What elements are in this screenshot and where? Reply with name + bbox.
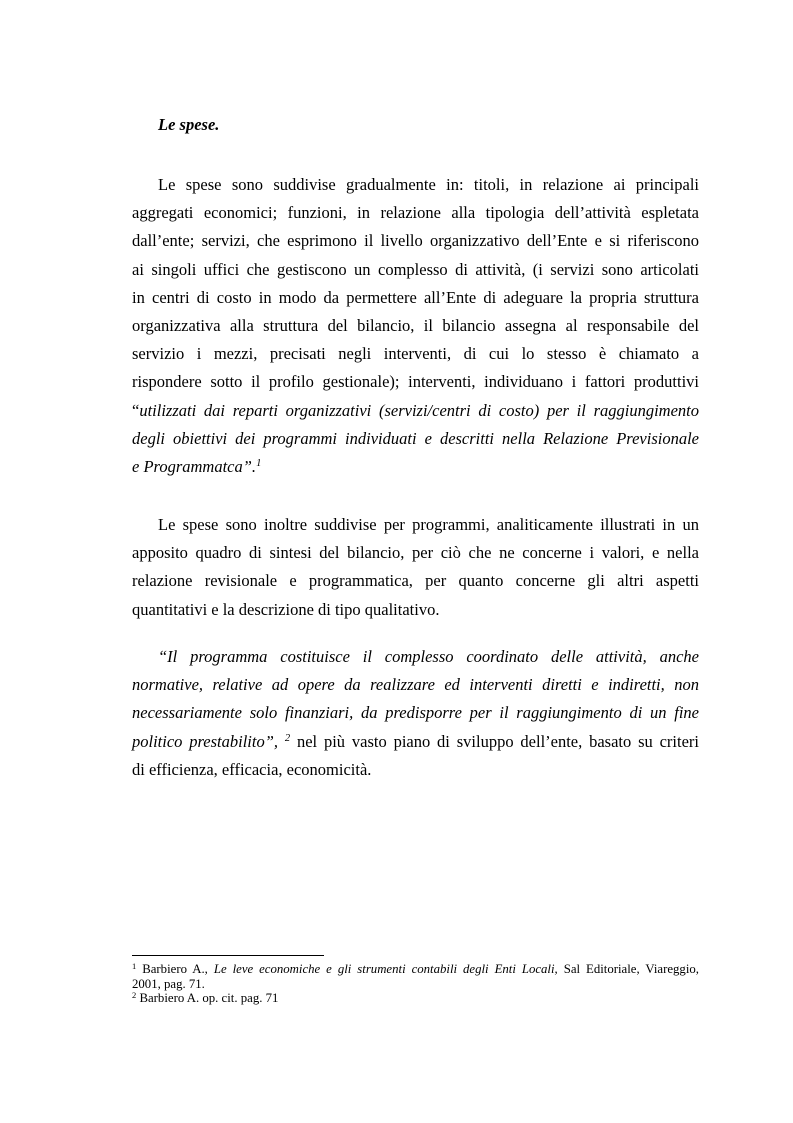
footnote-number: 1 bbox=[132, 961, 137, 971]
quote-line: “Il programma costituisce il complesso coordinato delle attività, anche bbox=[158, 647, 699, 666]
footnote-publisher: Sal Editoriale, Viareggio, bbox=[563, 962, 699, 976]
quote-line bbox=[132, 453, 699, 481]
paragraph-programmi bbox=[132, 511, 699, 624]
footnote-author: Barbiero A., bbox=[142, 962, 208, 976]
mixed-line bbox=[132, 728, 699, 756]
quote-line bbox=[132, 397, 699, 425]
text-line: organizzativa alla struttura del bilancio, il bilancio assegna al responsabile del bbox=[132, 316, 699, 336]
footnote-2 bbox=[132, 991, 699, 1006]
text-line: apposito quadro di sintesi del bilancio, per ciò che ne concerne i valori, e nella bbox=[132, 543, 699, 563]
paragraph-programma-quote bbox=[132, 643, 699, 784]
text-line: aggregati economici; funzioni, in relazione alla tipologia dell’attività espletata bbox=[132, 203, 699, 223]
text-line: di efficienza, efficacia, economicità. bbox=[132, 759, 372, 779]
footnote-1 bbox=[132, 962, 699, 977]
footnote-1-cont: 2001, pag. 71. bbox=[132, 976, 205, 991]
text-line: ai singoli uffici che gestiscono un complesso di attività, (i servizi sono articolati bbox=[132, 259, 699, 279]
footnote-separator bbox=[132, 955, 324, 956]
quote-line: normative, relative ad opere da realizzare ed interventi diretti e indiretti, non bbox=[132, 675, 699, 695]
text-line: quantitativi e la descrizione di tipo qualitativo. bbox=[132, 599, 440, 619]
text-line: relazione revisionale e programmatica, per quanto concerne gli altri aspetti bbox=[132, 571, 699, 591]
text-after-quote: nel più vasto piano di sviluppo dell’ente, basato su criteri bbox=[296, 731, 699, 751]
paragraph-spese-suddivisione bbox=[132, 171, 699, 481]
footnote-number: 2 bbox=[132, 990, 137, 1000]
text-line: in centri di costo in modo da permettere all’Ente di adeguare la propria struttura bbox=[132, 287, 699, 307]
footnote-ref-1[interactable]: 1 bbox=[256, 458, 262, 470]
quote-line: degli obiettivi dei programmi individuati e descritti nella Relazione Previsionale bbox=[132, 428, 699, 448]
footnote-title: Le leve economiche e gli strumenti contabili degli Enti Locali, bbox=[213, 962, 558, 976]
section-heading: Le spese. bbox=[158, 115, 220, 134]
footnotes bbox=[132, 962, 699, 1006]
text-line: Le spese sono inoltre suddivise per programmi, analiticamente illustrati in un bbox=[158, 515, 699, 534]
quote-open: “ bbox=[132, 400, 140, 420]
text-line: dall’ente; servizi, che esprimono il livello organizzativo dell’Ente e si riferiscono bbox=[132, 231, 699, 251]
text-line: servizio i mezzi, precisati negli interventi, di cui lo stesso è chiamato a bbox=[132, 344, 699, 364]
text-line: Le spese sono suddivise gradualmente in: titoli, in relazione ai principali bbox=[158, 175, 699, 194]
quote-line: necessariamente solo finanziari, da predisporre per il raggiungimento di un fine bbox=[132, 703, 699, 723]
text-line: rispondere sotto il profilo gestionale); interventi, individuano i fattori produttivi bbox=[132, 372, 699, 392]
quote-text: politico prestabilito”, bbox=[132, 731, 279, 751]
footnote-text: Barbiero A. op. cit. pag. 71 bbox=[139, 991, 279, 1005]
quote-text: e Programmatca”. bbox=[132, 457, 257, 477]
quote-text: utilizzati dai reparti organizzativi (servizi/centri di costo) per il raggiungimento bbox=[139, 400, 699, 420]
footnote-ref-2[interactable]: 2 bbox=[284, 732, 291, 744]
